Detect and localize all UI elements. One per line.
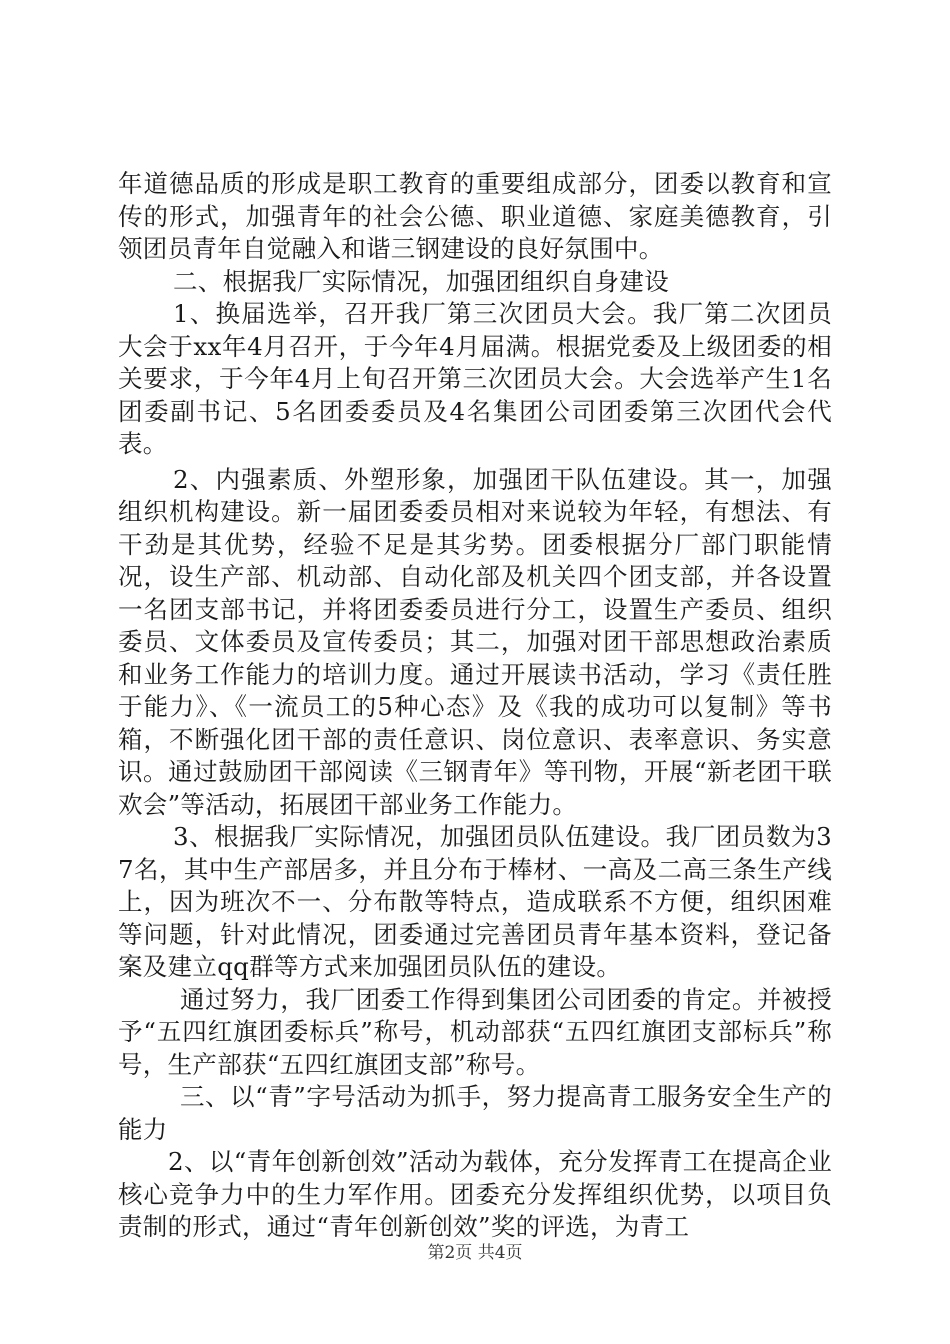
section-heading-3: 三、以“青”字号活动为抓手，努力提高青工服务安全生产的能力 [118, 1082, 832, 1144]
paragraph-innovation: 2、以“青年创新创效”活动为载体，充分发挥青工在提高企业核心竞争力中的生力军作用。团委充分发挥组织优势，以项目负责制的形式，通过“青年创新创效”奖的评选，为青工 [118, 1147, 832, 1241]
section-heading-2: 二、根据我厂实际情况，加强团组织自身建设 [173, 266, 669, 296]
paragraph-1: 年道德品质的形成是职工教育的重要组成部分，团委以教育和宣传的形式，加强青年的社会公德、职业道德、家庭美德教育，引领团员青年自觉融入和谐三钢建设的良好氛围中。 [118, 169, 832, 263]
paragraph-member-building: 3、根据我厂实际情况，加强团员队伍建设。我厂团员数为37名，其中生产部居多，并且分布于棒材、一高及二高三条生产线上，因为班次不一、分布散等特点，造成联系不方便，组织困难等问题，针对此情况，团委通过完善团员青年基本资料，登记备案及建立qq群等方式来加强团员队伍的建设。 [118, 822, 832, 981]
document-body [118, 168, 832, 1244]
paragraph-honors: 通过努力，我厂团委工作得到集团公司团委的肯定。并被授予“五四红旗团委标兵”称号，机动部获“五四红旗团支部标兵”称号，生产部获“五四红旗团支部”称号。 [118, 984, 832, 1079]
paragraph-election: 1、换届选举，召开我厂第三次团员大会。我厂第二次团员大会于xx年4月召开，于今年4月届满。根据党委及上级团委的相关要求，于今年4月上旬召开第三次团员大会。大会选举产生1名团委副书记、5名团委委员及4名集团公司团委第三次团代会代表。 [118, 299, 832, 458]
page-number-footer: 第2页 共4页 [427, 1243, 523, 1263]
paragraph-cadre-building: 2、内强素质、外塑形象，加强团干队伍建设。其一，加强组织机构建设。新一届团委委员相对来说较为年轻，有想法、有干劲是其优势，经验不足是其劣势。团委根据分厂部门职能情况，设生产部、机动部、自动化部及机关四个团支部，并各设置一名团支部书记，并将团委委员进行分工，设置生产委员、组织委员、文体委员及宣传委员；其二，加强对团干部思想政治素质和业务工作能力的培训力度。通过开展读书活动，学习《责任胜于能力》、《一流员工的5种心态》及《我的成功可以复制》等书箱，不断强化团干部的责任意识、岗位意识、表率意识、务实意识。通过鼓励团干部阅读《三钢青年》等刊物，开展“新老团干联欢会”等活动，拓展团干部业务工作能力。 [118, 464, 832, 819]
